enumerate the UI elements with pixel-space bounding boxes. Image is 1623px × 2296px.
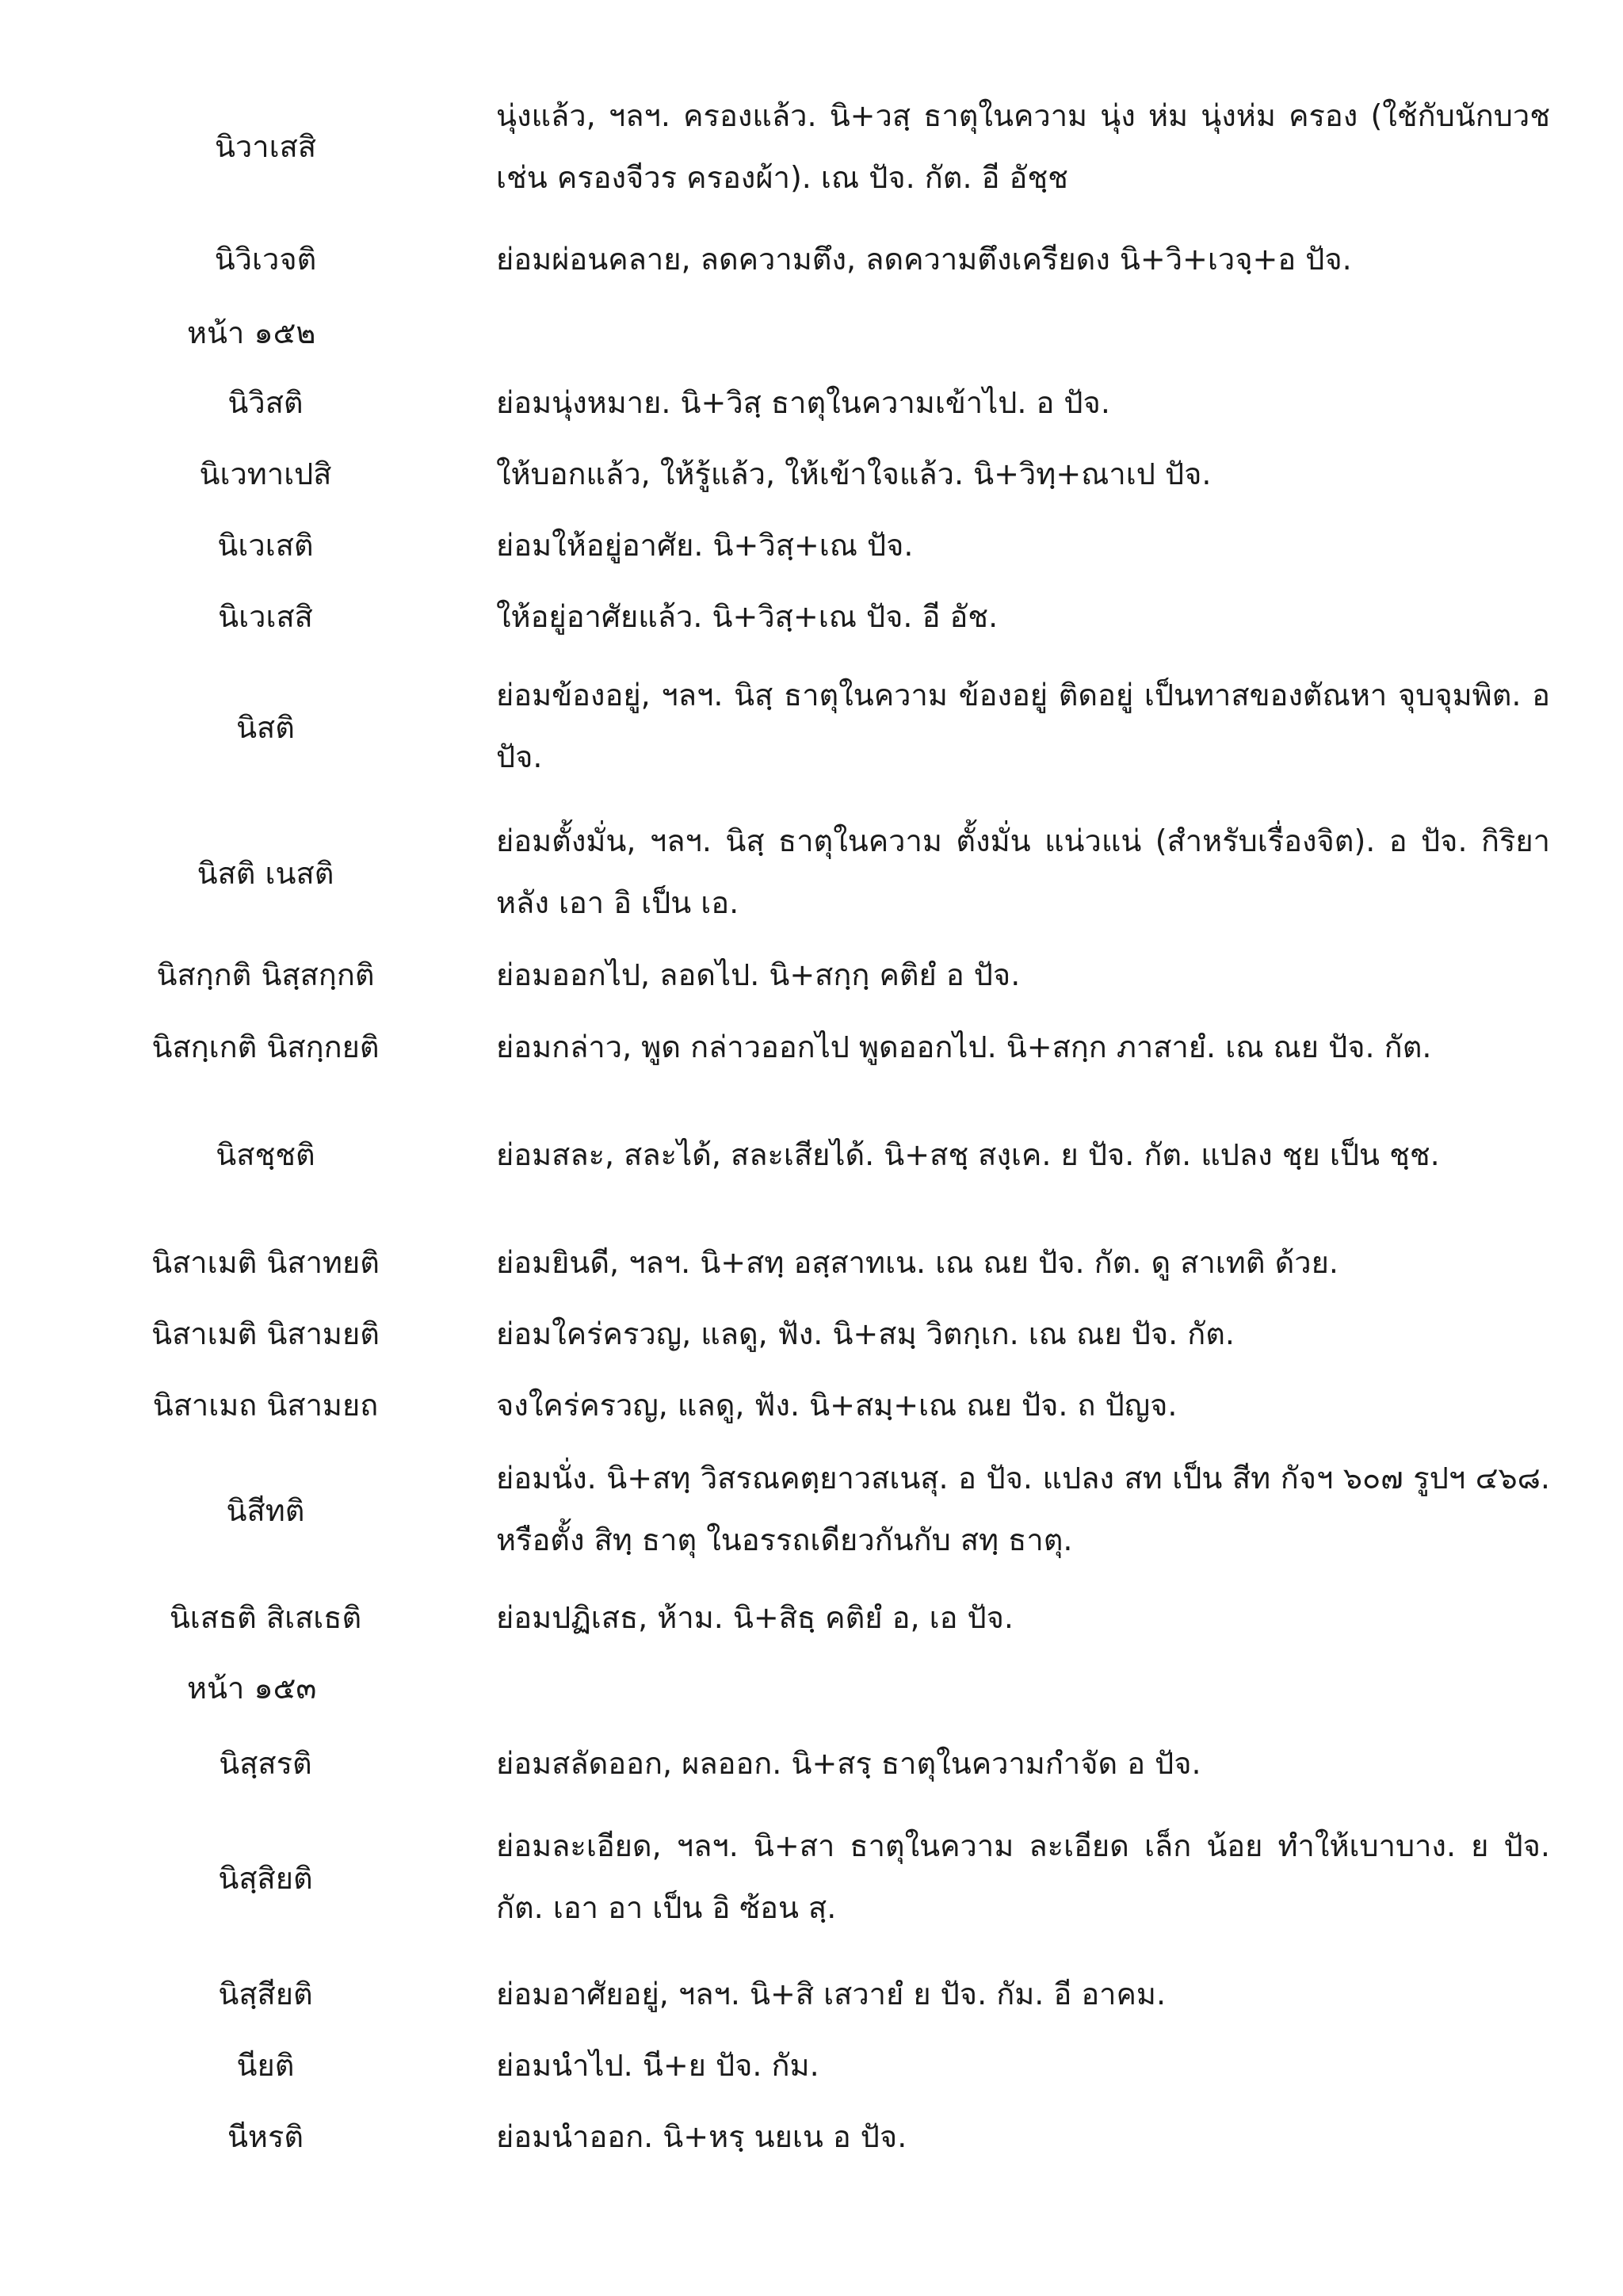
entry-row xyxy=(0,810,1623,937)
entry-definition: ย่อมสลัดออก, ผลออก. นิ+สรฺ ธาตุในความกำจัด อ ปัจ. xyxy=(496,1746,1201,1781)
entry-row xyxy=(0,450,1623,506)
entry-row xyxy=(0,83,1623,210)
entry-row xyxy=(0,1740,1623,1795)
entry-term: นิวาเสสิ xyxy=(214,129,317,164)
entry-definition: ย่อมสละ, สละได้, สละเสียได้. นิ+สชฺ สงฺเค. ย ปัจ. กัต. แปลง ชฺย เป็น ชฺช. xyxy=(496,1137,1440,1172)
entry-term: นิสกฺเกติ นิสกฺกยติ xyxy=(151,1030,380,1064)
entry-definition: ย่อมใคร่ครวญ, แลดู, ฟัง. นิ+สมฺ วิตกฺเก. เณ ณย ปัจ. กัต. xyxy=(496,1316,1235,1351)
entry-definition: ย่อมนำไป. นี+ย ปัจ. กัม. xyxy=(496,2048,819,2083)
entry-row xyxy=(0,1239,1623,1294)
entry-row xyxy=(0,379,1623,434)
entry-definition: นุ่งแล้ว, ฯลฯ. ครองแล้ว. นิ+วสฺ ธาตุในความ นุ่ง ห่ม นุ่งห่ม ครอง (ใช้กับนักบวช เช่น ครองจีวร ครองผ้า). เณ ปัจ. กัต. อี อัชฺช xyxy=(496,98,1550,195)
entry-definition: ให้อยู่อาศัยแล้ว. นิ+วิสฺ+เณ ปัจ. อี อัช. xyxy=(496,599,999,634)
entry-row xyxy=(0,1815,1623,1942)
entry-term: นิวิเวจติ xyxy=(214,242,317,277)
entry-term: นิเวทาเปสิ xyxy=(199,457,332,491)
entry-definition: ย่อมนั่ง. นิ+สทฺ วิสรณคตฺยาวสเนสุ. อ ปัจ. แปลง สท เป็น สีท กัจฯ ๖๐๗ รูปฯ ๔๖๘. หรือตั้ง สิทฺ ธาตุ ในอรรถเดียวกันกับ สทฺ ธาตุ. xyxy=(496,1461,1550,1557)
entry-term: นิสชฺชติ xyxy=(216,1137,315,1172)
entry-definition: ย่อมผ่อนคลาย, ลดความตึง, ลดความตึงเครียดง นิ+วิ+เวจฺ+อ ปัจ. xyxy=(496,242,1352,277)
entry-term: นียติ xyxy=(236,2048,295,2083)
entry-definition: ย่อมตั้งมั่น, ฯลฯ. นิสฺ ธาตุในความ ตั้งมั่น แน่วแน่ (สำหรับเรื่องจิต). อ ปัจ. กิริยาหลัง เอา อิ เป็น เอ. xyxy=(496,823,1550,920)
entry-definition: ย่อมข้องอยู่, ฯลฯ. นิสฺ ธาตุในความ ข้องอยู่ ติดอยู่ เป็นทาสของตัณหา จุบจุมพิต. อ ปัจ. xyxy=(496,678,1550,774)
entry-definition: ย่อมให้อยู่อาศัย. นิ+วิสฺ+เณ ปัจ. xyxy=(496,528,914,563)
page-marker: หน้า ๑๕๓ xyxy=(187,1671,317,1706)
entry-term: นิสีทติ xyxy=(226,1493,305,1528)
entry-term: นิสาเมติ นิสาทยติ xyxy=(151,1245,380,1280)
entry-definition: ย่อมยินดี, ฯลฯ. นิ+สทฺ อสฺสาทเน. เณ ณย ปัจ. กัต. ดู สาเทติ ด้วย. xyxy=(496,1245,1338,1280)
entry-definition: ย่อมนำออก. นิ+หรฺ นยเน อ ปัจ. xyxy=(496,2119,907,2154)
entry-term: นิสกฺกติ นิสฺสกฺกติ xyxy=(156,957,375,992)
entry-row xyxy=(0,231,1623,287)
entry-row xyxy=(0,1594,1623,1649)
entry-row xyxy=(0,1381,1623,1437)
entry-definition: ย่อมละเอียด, ฯลฯ. นิ+สา ธาตุในความ ละเอียด เล็ก น้อย ทำให้เบาบาง. ย ปัจ. กัต. เอา อา เป็น อิ ซ้อน สฺ. xyxy=(496,1828,1550,1925)
entry-row xyxy=(0,1970,1623,2026)
entry-row xyxy=(0,521,1623,577)
entry-term: นิสฺสียติ xyxy=(218,1977,313,2011)
entry-definition: ย่อมปฏิเสธ, ห้าม. นิ+สิธฺ คติยํ อ, เอ ปัจ. xyxy=(496,1600,1014,1635)
entry-definition: ย่อมกล่าว, พูด กล่าวออกไป พูดออกไป. นิ+สกฺก ภาสายํ. เณ ณย ปัจ. กัต. xyxy=(496,1030,1432,1064)
page-marker: หน้า ๑๕๒ xyxy=(187,315,316,350)
entry-row xyxy=(0,951,1623,1007)
entry-row xyxy=(0,664,1623,791)
entry-definition: ย่อมนุ่งหมาย. นิ+วิสฺ ธาตุในความเข้าไป. อ ปัจ. xyxy=(496,385,1110,420)
entry-term: นิสติ เนสติ xyxy=(197,856,334,891)
entry-term: นิสาเมติ นิสามยติ xyxy=(151,1316,380,1351)
entry-term: นิเสธติ สิเสเธติ xyxy=(169,1600,362,1635)
entry-term: นิวิสติ xyxy=(227,385,304,420)
entry-row xyxy=(0,1023,1623,1079)
entry-row xyxy=(0,593,1623,648)
entry-term: นิเวเสติ xyxy=(217,528,314,563)
entry-term: นีหรติ xyxy=(227,2119,304,2154)
entry-row xyxy=(0,2042,1623,2097)
entry-definition: ย่อมออกไป, ลอดไป. นิ+สกฺกฺ คติยํ อ ปัจ. xyxy=(496,957,1021,992)
entry-row xyxy=(0,2113,1623,2168)
entry-term: นิสาเมถ นิสามยถ xyxy=(152,1388,379,1423)
entry-row xyxy=(0,1310,1623,1366)
entry-definition: จงใคร่ครวญ, แลดู, ฟัง. นิ+สมฺ+เณ ณย ปัจ. ถ ปัญจ. xyxy=(496,1388,1178,1423)
entry-term: นิสฺสิยติ xyxy=(218,1861,313,1896)
entry-term: นิสฺสรติ xyxy=(219,1746,312,1781)
entry-term: นิเวเสสิ xyxy=(218,599,313,634)
entry-definition: ย่อมอาศัยอยู่, ฯลฯ. นิ+สิ เสวายํ ย ปัจ. กัม. อี อาคม. xyxy=(496,1977,1167,2011)
entry-definition: ให้บอกแล้ว, ให้รู้แล้ว, ให้เข้าใจแล้ว. นิ+วิทฺ+ณาเป ปัจ. xyxy=(496,457,1212,491)
entry-row xyxy=(0,1131,1623,1186)
entry-row xyxy=(0,1447,1623,1574)
entry-term: นิสติ xyxy=(236,710,295,745)
